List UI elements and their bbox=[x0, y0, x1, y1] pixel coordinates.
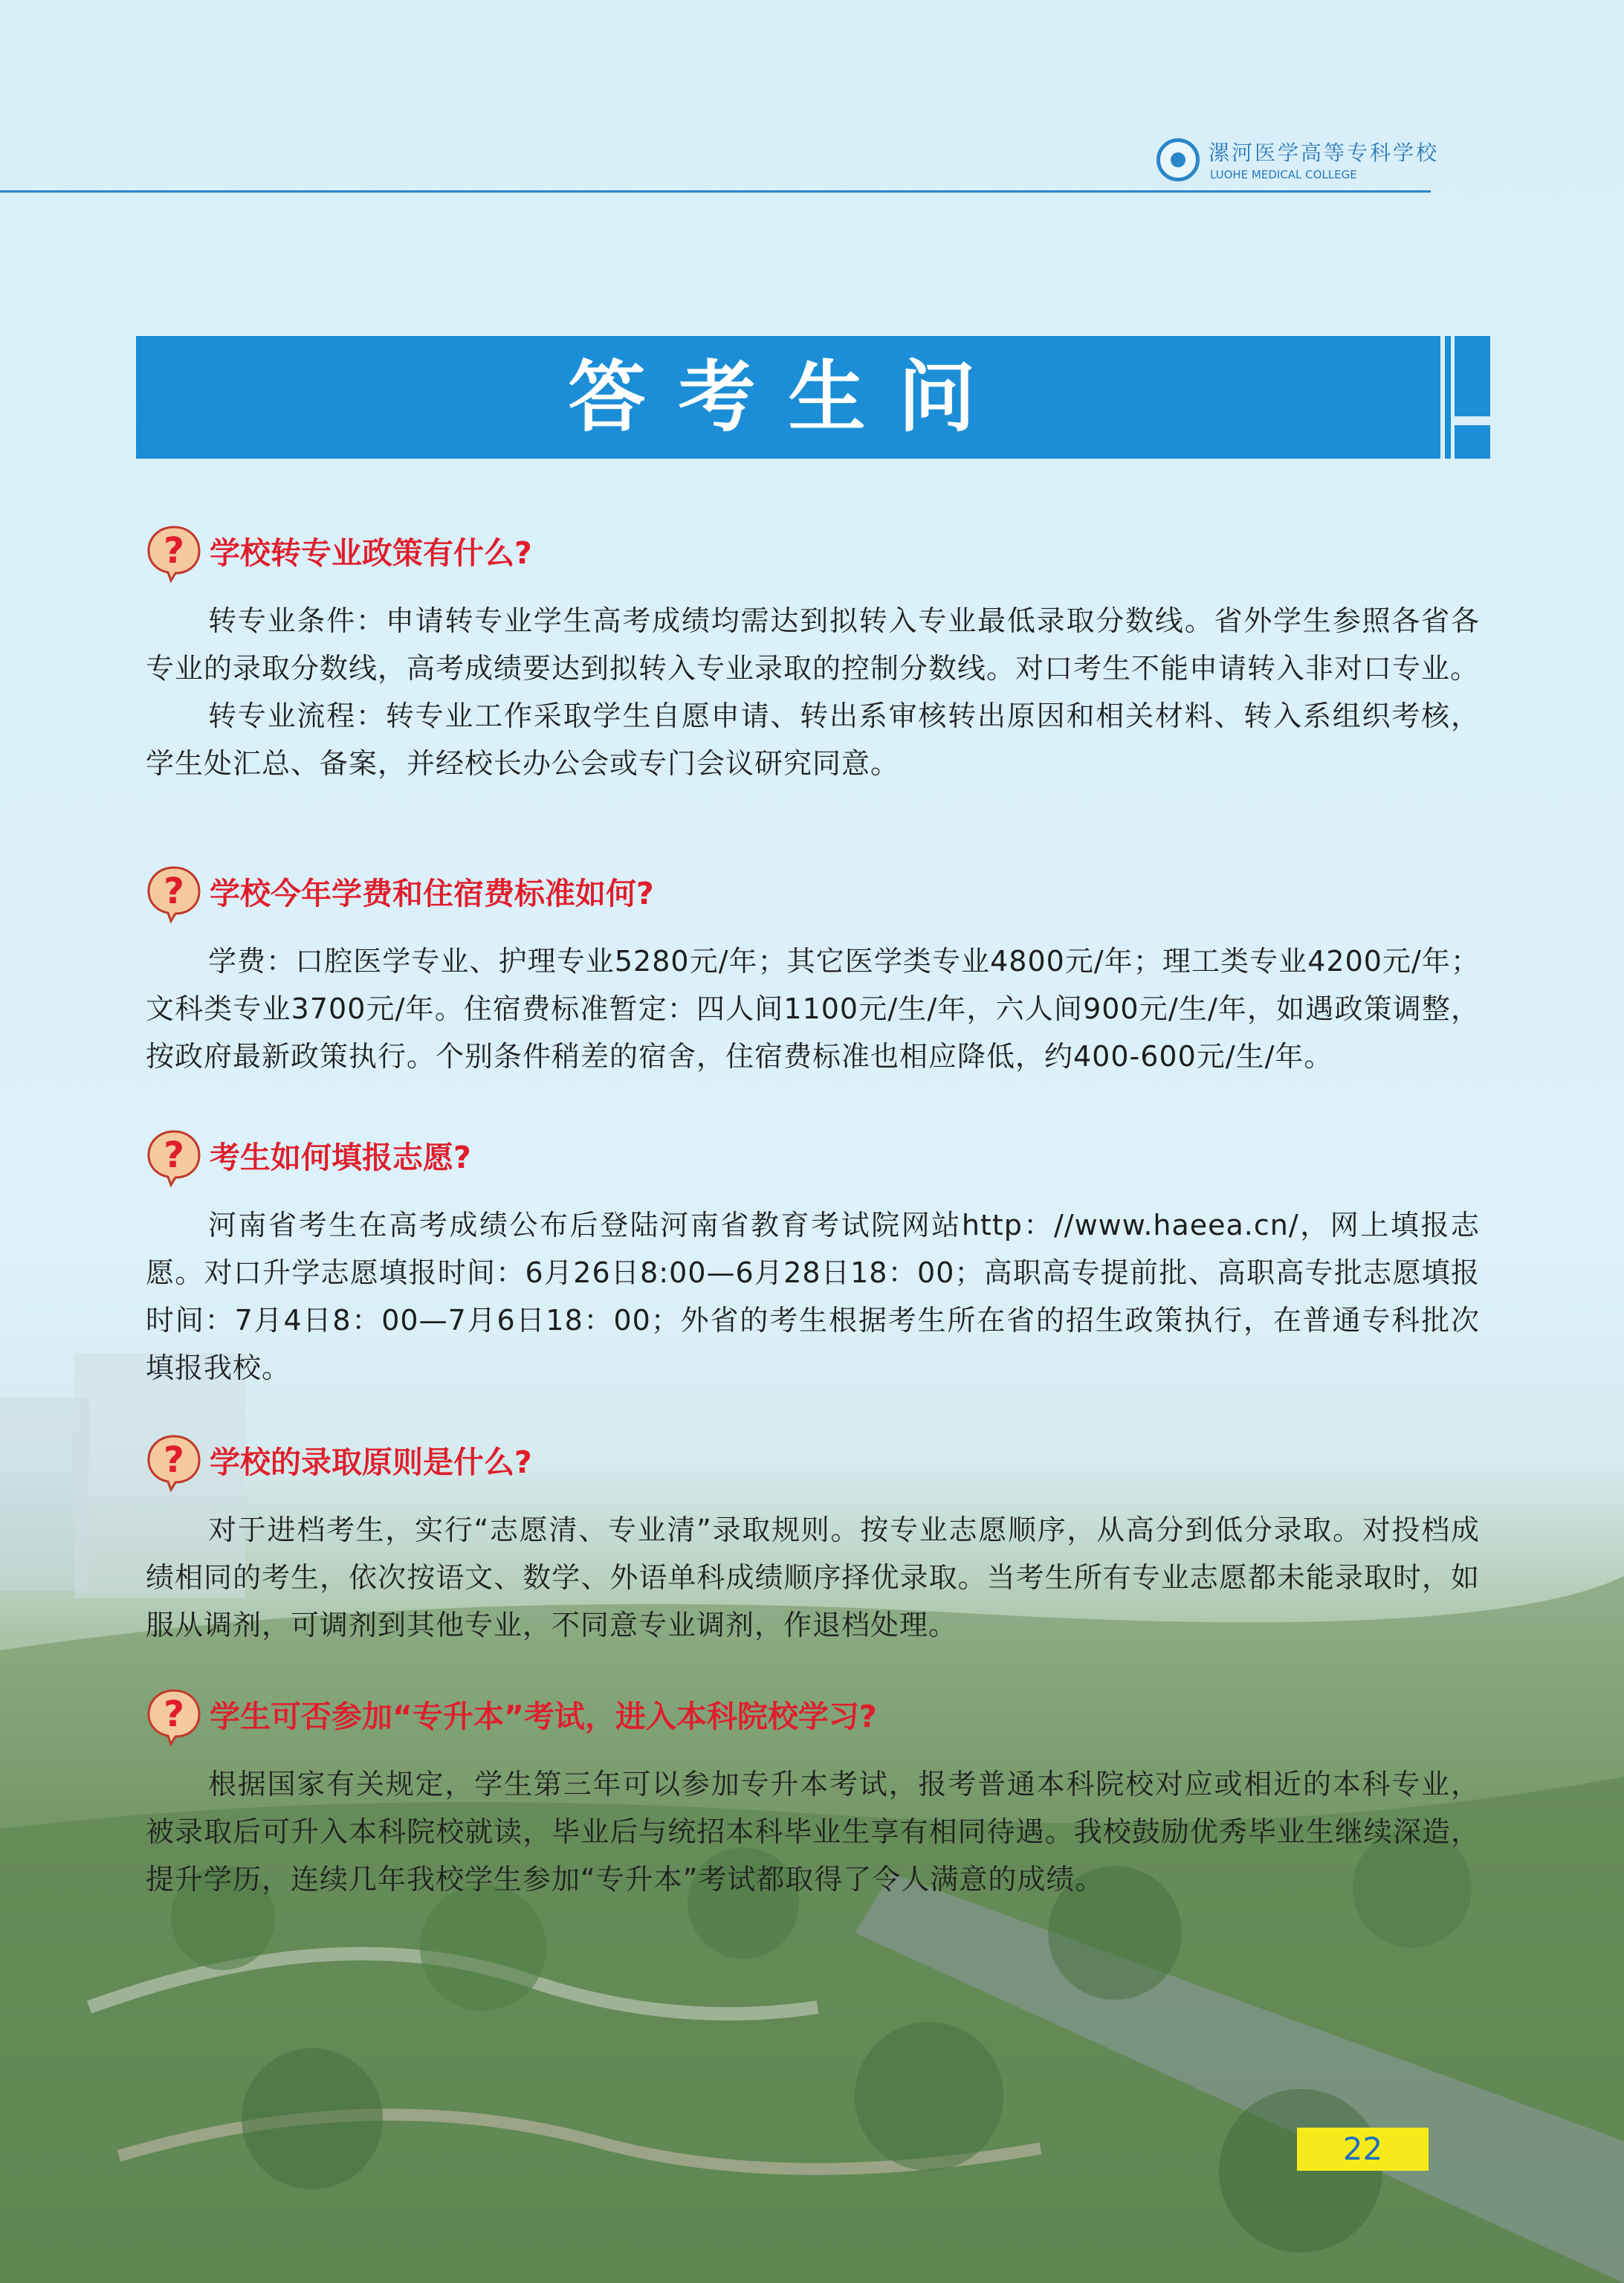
faq-question: 学校今年学费和住宿费标准如何? bbox=[210, 876, 654, 911]
page-title: 答考生问 bbox=[568, 352, 1009, 442]
faq-answer: 根据国家有关规定，学生第三年可以参加专升本考试，报考普通本科院校对应或相近的本科专业，被录取后可升入本科院校就读，毕业后与统招本科毕业生享有相同待遇。我校鼓励优秀毕业生继续深造，提升学历，连续几年我校学生参加“专升本”考试都取得了令人满意的成绩。 bbox=[146, 1768, 1480, 1896]
faq-item bbox=[146, 865, 1480, 1080]
question-bubble-icon bbox=[146, 524, 202, 584]
question-bubble-icon bbox=[146, 865, 202, 924]
question-bubble-icon bbox=[146, 1433, 202, 1493]
faq-question: 学校的录取原则是什么? bbox=[210, 1444, 532, 1480]
faq-answer: 对于进档考生，实行“志愿清、专业清”录取规则。按专业志愿顺序，从高分到低分录取。对投档成绩相同的考生，依次按语文、数学、外语单科成绩顺序择优录取。当考生所有专业志愿都未能录取时，如服从调剂，可调剂到其他专业，不同意专业调剂，作退档处理。 bbox=[146, 1514, 1480, 1641]
header-rule bbox=[0, 190, 1431, 193]
faq-question: 考生如何填报志愿? bbox=[210, 1140, 471, 1175]
school-logo bbox=[1156, 135, 1439, 187]
faq-answer: 转专业流程：转专业工作采取学生自愿申请、转出系审核转出原因和相关材料、转入系组织考核，学生处汇总、备案，并经校长办公会或专门会议研究同意。 bbox=[146, 700, 1480, 780]
faq-question: 学生可否参加“专升本”考试，进入本科院校学习? bbox=[210, 1699, 877, 1734]
faq-question: 学校转专业政策有什么? bbox=[210, 535, 532, 571]
school-name-en: LUOHE MEDICAL COLLEGE bbox=[1210, 168, 1357, 181]
faq-item bbox=[146, 1688, 1480, 1903]
question-bubble-icon bbox=[146, 1128, 202, 1188]
question-bubble-icon bbox=[146, 1688, 202, 1747]
school-emblem-icon bbox=[1156, 138, 1200, 181]
faq-answer: 学费：口腔医学专业、护理专业5280元/年；其它医学类专业4800元/年；理工类专业4200元/年；文科类专业3700元/年。住宿费标准暂定：四人间1100元/生/年，六人间900元/生/年，如遇政策调整，按政府最新政策执行。个别条件稍差的宿舍，住宿费标准也相应降低，约400-600元/生/年。 bbox=[146, 945, 1480, 1073]
banner-accent-bar bbox=[1445, 336, 1451, 459]
faq-item bbox=[146, 1433, 1480, 1649]
school-name-cn: 漯河医学高等专科学校 bbox=[1209, 141, 1440, 165]
faq-item bbox=[146, 524, 1480, 787]
faq-answer: 转专业条件：申请转专业学生高考成绩均需达到拟转入专业最低录取分数线。省外学生参照各省各专业的录取分数线，高考成绩要达到拟转入专业录取的控制分数线。对口考生不能申请转入非对口专业。 bbox=[146, 604, 1480, 685]
faq-item bbox=[146, 1128, 1480, 1392]
title-banner bbox=[136, 336, 1440, 459]
banner-accent-block bbox=[1455, 336, 1490, 416]
faq-answer: 河南省考生在高考成绩公布后登陆河南省教育考试院网站http：//www.haeea.cn/，网上填报志愿。对口升学志愿填报时间：6月26日8:00—6月28日18：00；高职高专提前批、高职高专批志愿填报时间：7月4日8：00—7月6日18：00；外省的考生根据考生所在省的招生政策执行，在普通专科批次填报我校。 bbox=[146, 1209, 1480, 1384]
banner-accent-block bbox=[1455, 425, 1490, 459]
page-number: 22 bbox=[1297, 2128, 1429, 2171]
